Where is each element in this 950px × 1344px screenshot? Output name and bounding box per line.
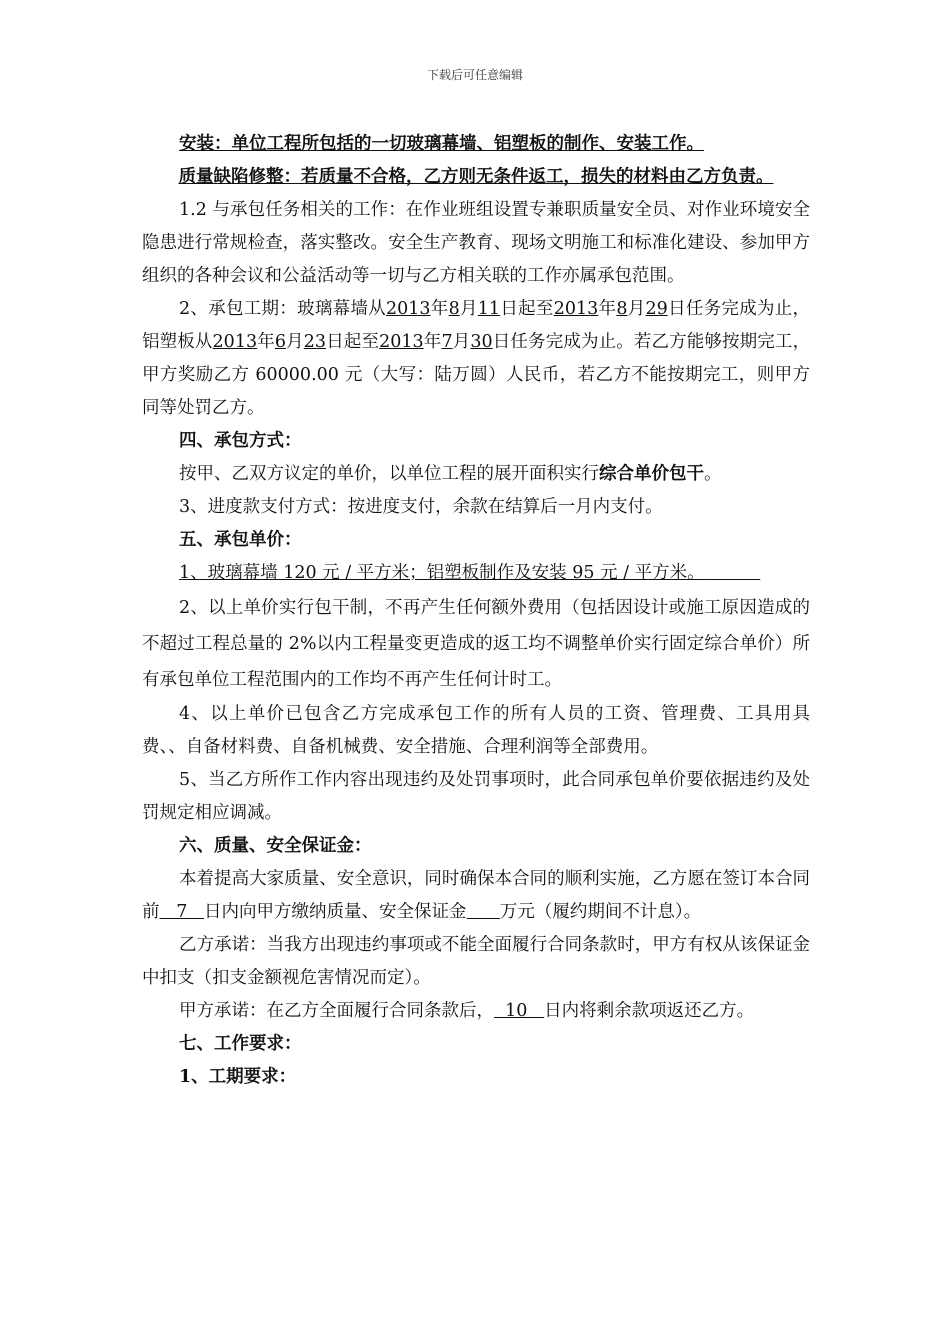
panel-start-month: 6	[274, 332, 287, 352]
payment-method: 3、进度款支付方式：按进度支付，余款在结算后一月内支付。	[179, 497, 663, 517]
panel-start-year: 2013	[212, 332, 258, 352]
panel-end-year: 2013	[379, 332, 424, 352]
section-7-title: 七、工作要求：	[179, 1034, 302, 1054]
price-adjust-clause: 5、当乙方所作工作内容出现违约及处罚事项时，此合同承包单价要依据违约及处罚规定相应调减。	[142, 770, 810, 823]
lump-sum-clause: 2、以上单价实行包干制，不再产生任何额外费用（包括因设计或施工原因造成的不超过工程总量的 2%以内工程量变更造成的返工均不调整单价实行固定综合单价）所有承包单位工程范围内的工作均不再产生任何计时工。	[142, 598, 810, 690]
glass-end-year: 2013	[553, 299, 599, 319]
glass-start-month: 8	[448, 299, 460, 319]
defect-clause: 质量缺陷修整：若质量不合格，乙方则无条件返工，损失的材料由乙方负责。	[178, 167, 774, 187]
panel-start-day: 23	[303, 332, 327, 352]
schedule-requirement-title: 1、工期要求：	[179, 1067, 297, 1087]
panel-end-day: 30	[470, 332, 493, 352]
unit-price-line: 1、玻璃幕墙 120 元 / 平方米；铝塑板制作及安装 95 元 / 平方米。	[179, 563, 705, 583]
price-inclusion-clause: 4、以上单价已包含乙方完成承包工作的所有人员的工资、管理费、工具用具费、、自备材料费、自备机械费、安全措施、合理利润等全部费用。	[142, 704, 810, 757]
section-4-title: 四、承包方式：	[179, 431, 302, 451]
glass-start-year: 2013	[385, 299, 431, 319]
party-b-commitment: 乙方承诺：当我方出现违约事项或不能全面履行合同条款时，甲方有权从该保证金中扣支（扣支金额视危害情况而定）。	[142, 935, 810, 988]
document-body	[142, 128, 810, 1094]
contract-method: 按甲、乙双方议定的单价，以单位工程的展开面积实行综合单价包干。	[179, 464, 722, 484]
deposit-clause: 本着提高大家质量、安全意识，同时确保本合同的顺利实施，乙方愿在签订本合同前 7 日内向甲方缴纳质量、安全保证金 万元（履约期间不计息）。	[142, 869, 810, 922]
party-a-commitment: 甲方承诺：在乙方全面履行合同条款后， 10 日内将剩余款项返还乙方。	[179, 1001, 755, 1021]
unit-price-lump-sum: 综合单价包干	[599, 464, 704, 484]
construction-period-clause: 2、承包工期：玻璃幕墙从2013年8月11日起至2013年8月29日任务完成为止，铝塑板从2013年6月23日起至2013年7月30日任务完成为止。若乙方能够按期完工，甲方奖励乙方 60000.00 元（大写：陆万圆）人民币，若乙方不能按期完工，则甲方同等处罚乙方。	[142, 299, 811, 418]
deposit-days-blank: 7	[159, 902, 205, 922]
related-work-clause: 1.2 与承包任务相关的工作：在作业班组设置专兼职质量安全员、对作业环境安全隐患进行常规检查，落实整改。安全生产教育、现场文明施工和标准化建设、参加甲方组织的各种会议和公益活动等一切与乙方相关联的工作亦属承包范围。	[142, 200, 810, 286]
refund-days-blank: 10	[494, 1001, 545, 1021]
section-5-title: 五、承包单价：	[179, 530, 302, 550]
panel-end-month: 7	[441, 332, 453, 352]
page-header: 下载后可任意编辑	[426, 68, 523, 82]
install-clause: 安装：单位工程所包括的一切玻璃幕墙、铝塑板的制作、安装工作。	[179, 134, 704, 154]
deposit-amount-blank	[467, 902, 500, 922]
section-6-title: 六、质量、安全保证金：	[179, 836, 372, 856]
glass-end-month: 8	[616, 299, 628, 319]
glass-start-day: 11	[477, 299, 501, 319]
glass-end-day: 29	[645, 299, 668, 319]
